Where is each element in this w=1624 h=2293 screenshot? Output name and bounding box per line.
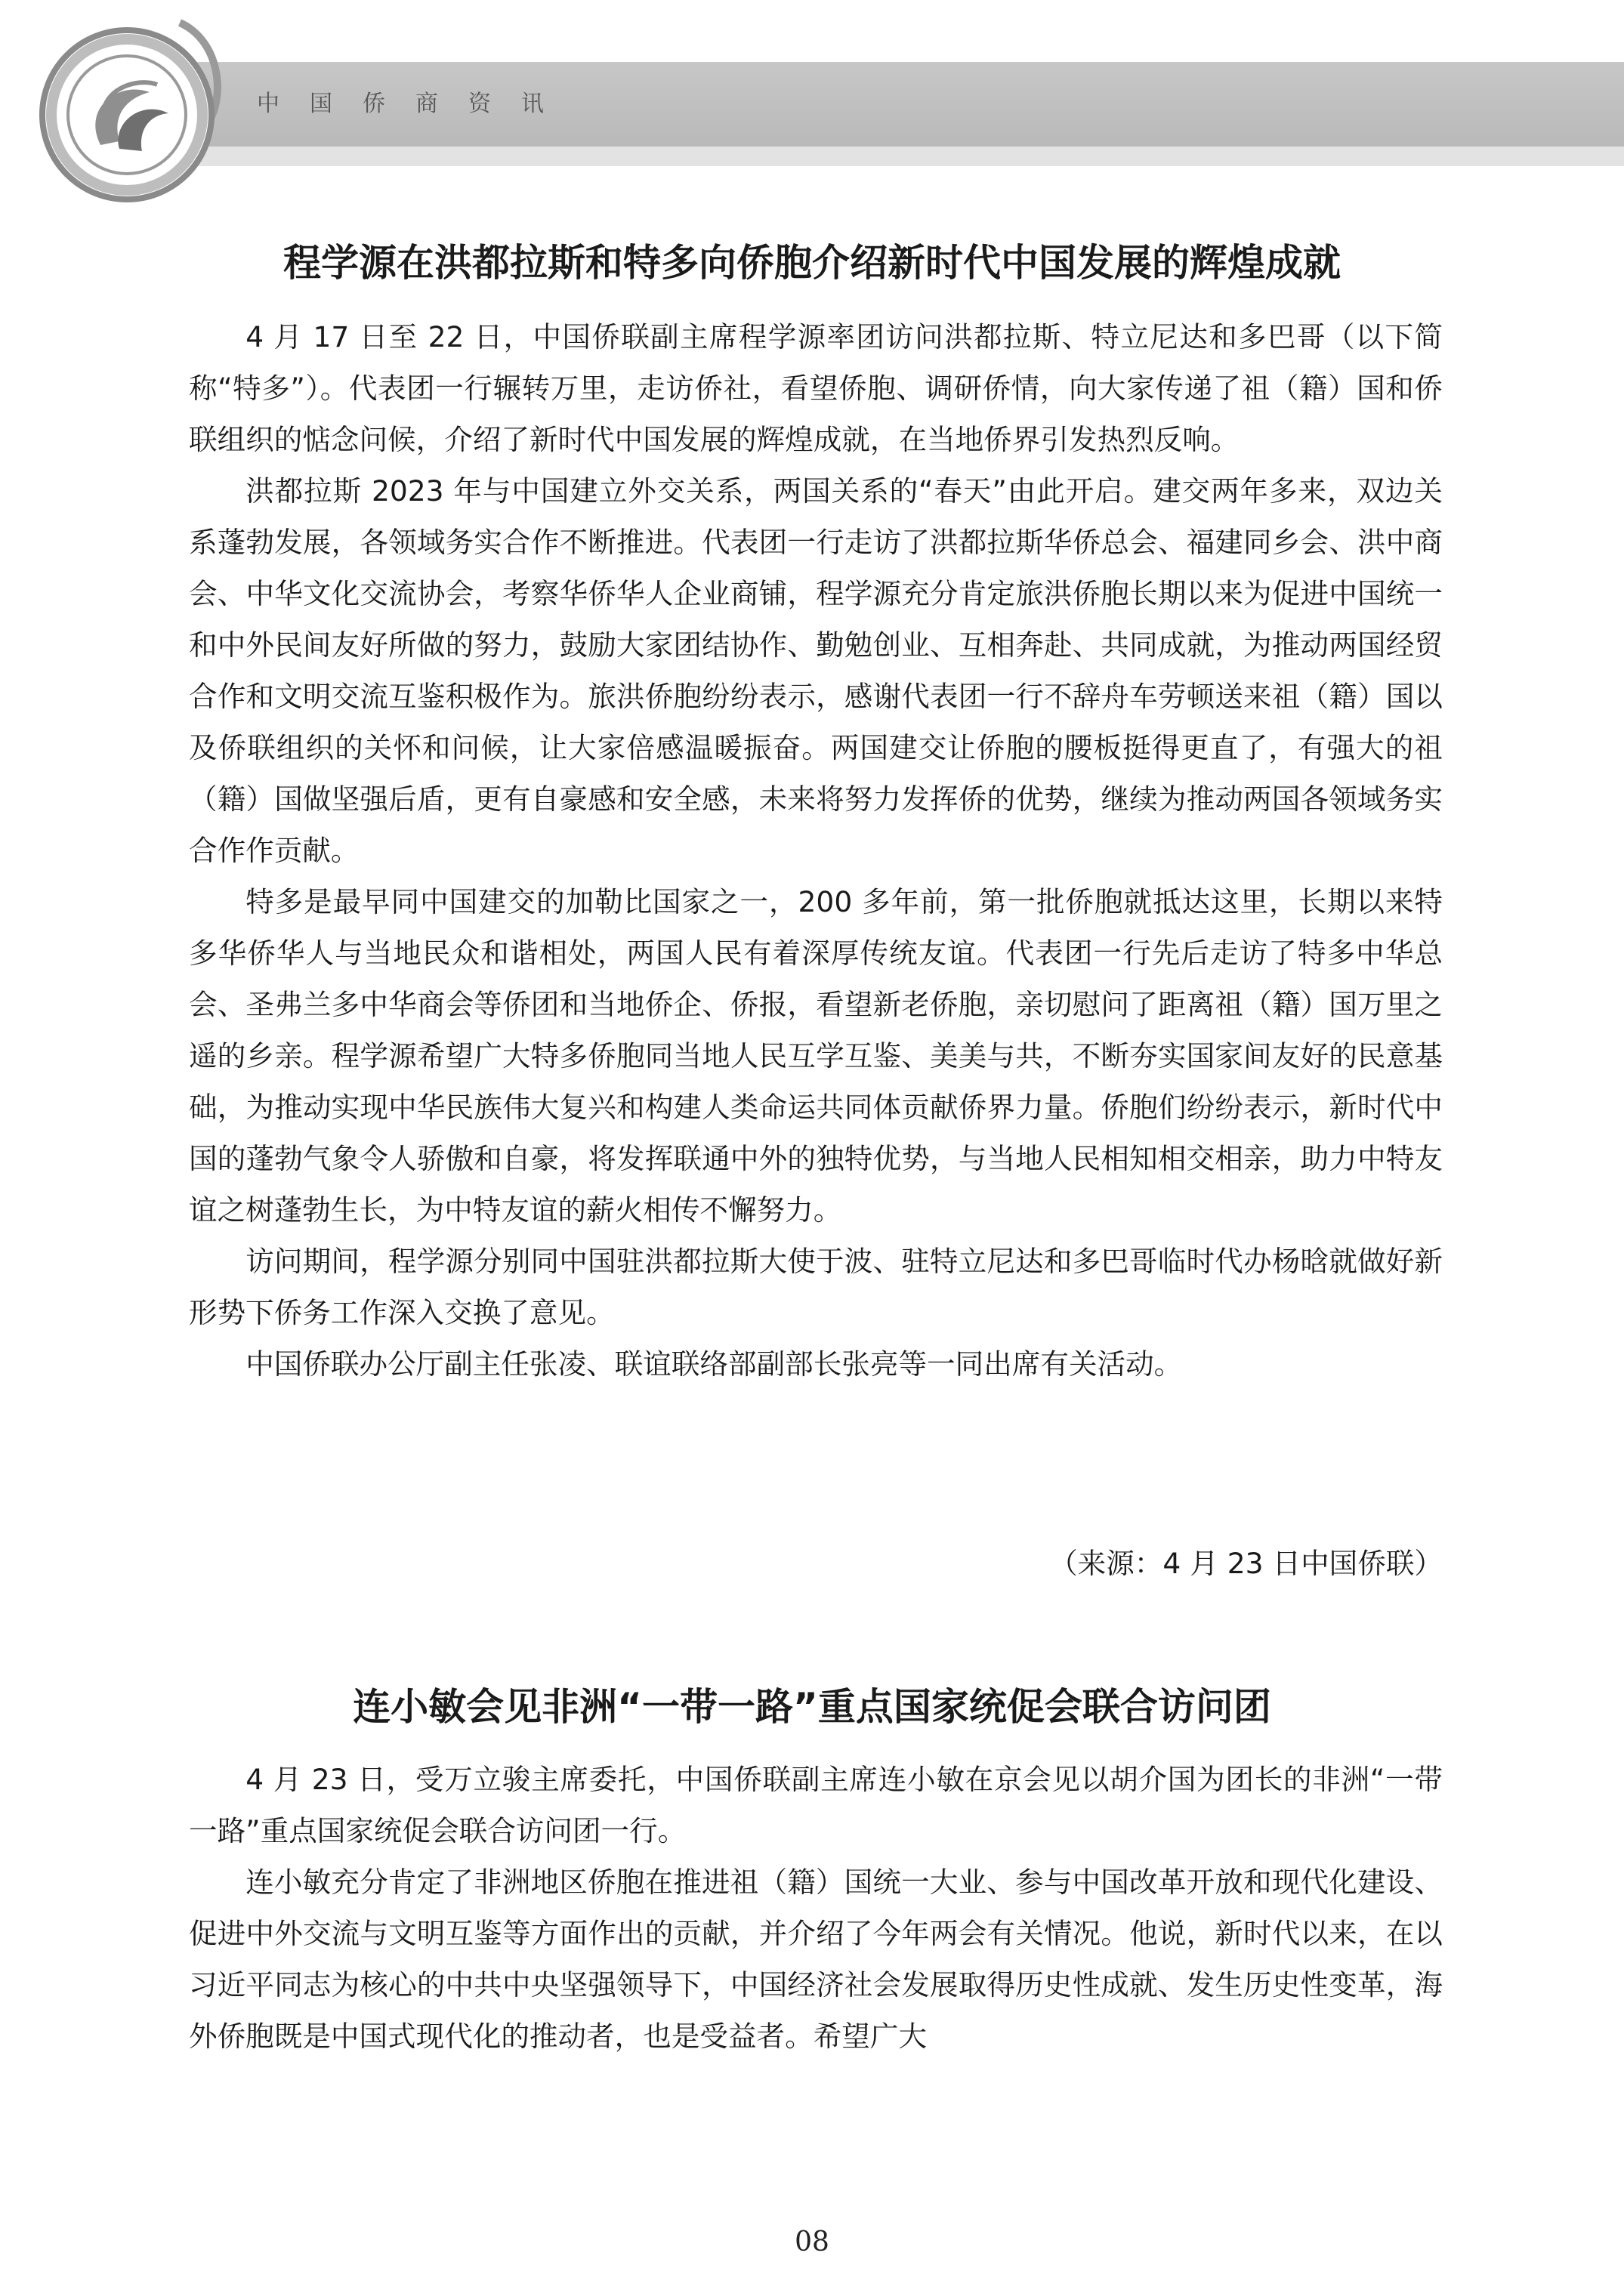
article-1-body [189, 311, 1443, 1390]
article-1-source: （来源：4 月 23 日中国侨联） [1049, 1547, 1443, 1580]
logo-emblem [29, 9, 233, 213]
article-2-paragraph: 4 月 23 日，受万立骏主席委托，中国侨联副主席连小敏在京会见以胡介国为团长的非洲“一带一路”重点国家统促会联合访问团一行。 [189, 1763, 1443, 1847]
article-2-title: 连小敏会见非洲“一带一路”重点国家统促会联合访问团 [353, 1685, 1271, 1729]
article-1-title: 程学源在洪都拉斯和特多向侨胞介绍新时代中国发展的辉煌成就 [283, 241, 1341, 285]
article-1-paragraph: 4 月 17 日至 22 日，中国侨联副主席程学源率团访问洪都拉斯、特立尼达和多巴哥（以下简称“特多”）。代表团一行辗转万里，走访侨社，看望侨胞、调研侨情，向大家传递了祖（籍）国和侨联组织的惦念问候，介绍了新时代中国发展的辉煌成就，在当地侨界引发热烈反响。 [189, 320, 1443, 456]
article-1-paragraph: 洪都拉斯 2023 年与中国建立外交关系，两国关系的“春天”由此开启。建交两年多来，双边关系蓬勃发展，各领域务实合作不断推进。代表团一行走访了洪都拉斯华侨总会、福建同乡会、洪中商会、中华文化交流协会，考察华侨华人企业商铺，程学源充分肯定旅洪侨胞长期以来为促进中国统一和中外民间友好所做的努力，鼓励大家团结协作、勤勉创业、互相奔赴、共同成就，为推动两国经贸合作和文明交流互鉴积极作为。旅洪侨胞纷纷表示，感谢代表团一行不辞舟车劳顿送来祖（籍）国以及侨联组织的关怀和问候，让大家倍感温暖振奋。两国建交让侨胞的腰板挺得更直了，有强大的祖（籍）国做坚强后盾，更有自豪感和安全感，未来将努力发挥侨的优势，继续为推动两国各领域务实合作作贡献。 [189, 474, 1443, 867]
article-1-paragraph: 中国侨联办公厅副主任张凌、联谊联络部副部长张亮等一同出席有关活动。 [245, 1347, 1183, 1381]
page-header [0, 0, 1624, 181]
header-title: 中国侨商资讯 [257, 91, 574, 117]
article-2-body [189, 1754, 1443, 2062]
page-number: 08 [795, 2227, 829, 2258]
article-1-paragraph: 访问期间，程学源分别同中国驻洪都拉斯大使于波、驻特立尼达和多巴哥临时代办杨晗就做好新形势下侨务工作深入交换了意见。 [189, 1245, 1443, 1329]
header-bar-accent [181, 147, 1624, 166]
article-1-paragraph: 特多是最早同中国建交的加勒比国家之一，200 多年前，第一批侨胞就抵达这里，长期以来特多华侨华人与当地民众和谐相处，两国人民有着深厚传统友谊。代表团一行先后走访了特多中华总会、圣弗兰多中华商会等侨团和当地侨企、侨报，看望新老侨胞，亲切慰问了距离祖（籍）国万里之遥的乡亲。程学源希望广大特多侨胞同当地人民互学互鉴、美美与共，不断夯实国家间友好的民意基础，为推动实现中华民族伟大复兴和构建人类命运共同体贡献侨界力量。侨胞们纷纷表示，新时代中国的蓬勃气象令人骄傲和自豪，将发挥联通中外的独特优势，与当地人民相知相交相亲，助力中特友谊之树蓬勃生长，为中特友谊的薪火相传不懈努力。 [189, 885, 1443, 1227]
article-2-paragraph: 连小敏充分肯定了非洲地区侨胞在推进祖（籍）国统一大业、参与中国改革开放和现代化建设、促进中外交流与文明互鉴等方面作出的贡献，并介绍了今年两会有关情况。他说，新时代以来，在以习近平同志为核心的中共中央坚强领导下，中国经济社会发展取得历史性成就、发生历史性变革，海外侨胞既是中国式现代化的推动者，也是受益者。希望广大 [189, 1866, 1443, 2053]
